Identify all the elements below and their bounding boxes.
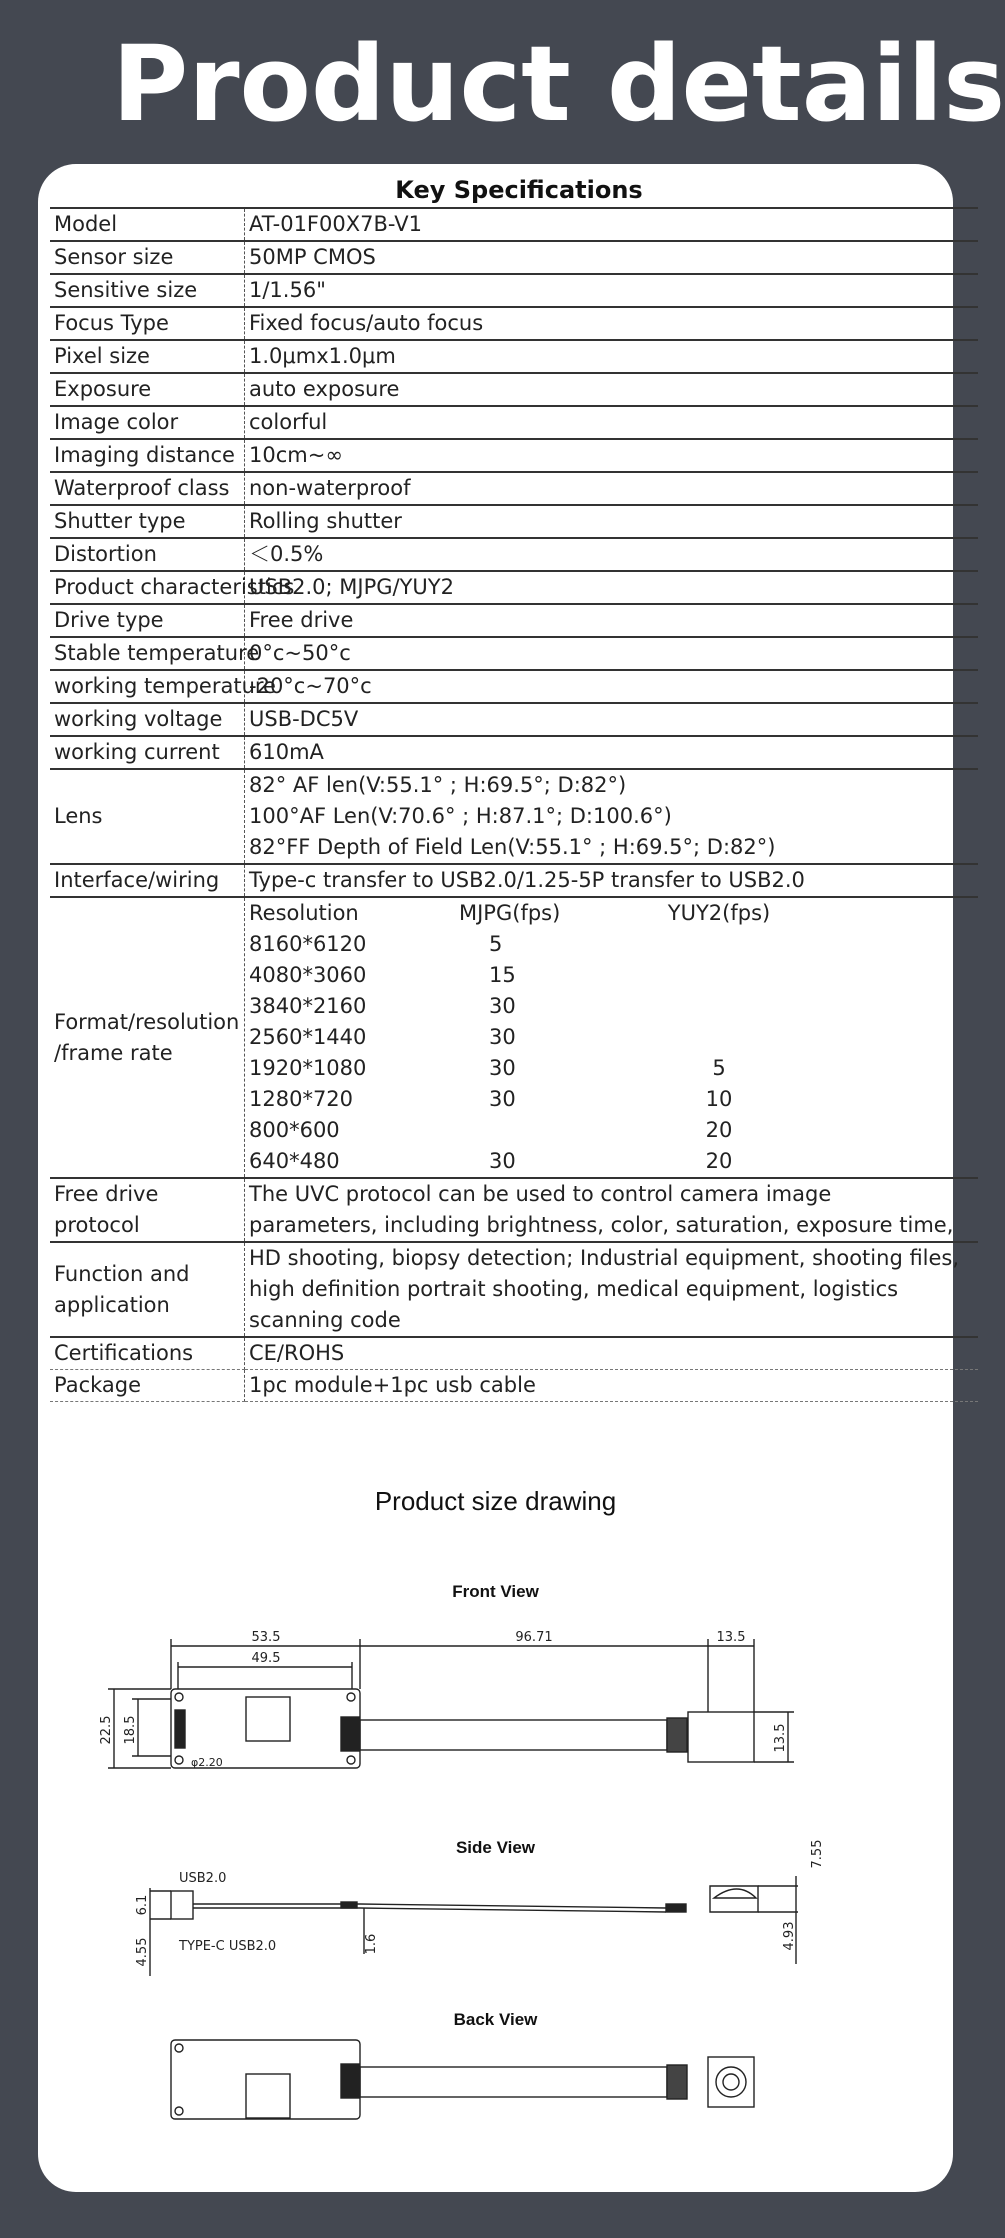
- hole-diameter: φ2.20: [191, 1756, 223, 1769]
- format-yuy2: 5: [712, 1056, 726, 1080]
- spec-key-text: Sensor size: [54, 245, 174, 269]
- format-resolution: 2560*1440: [249, 1025, 367, 1049]
- usb20-label: USB2.0: [179, 1871, 227, 1886]
- format-yuy2: 10: [705, 1087, 733, 1111]
- spec-key-text: working current: [54, 740, 220, 764]
- spec-key-text: Model: [54, 212, 118, 236]
- format-resolution: 4080*3060: [249, 963, 367, 987]
- dim-13-5-top: 13.5: [716, 1630, 746, 1645]
- format-resolution: 640*480: [249, 1149, 340, 1173]
- function-line: high definition portrait shooting, medical equipment, logistics: [249, 1277, 899, 1301]
- free-drive-line: parameters, including brightness, color, saturation, exposure time,: [249, 1213, 954, 1237]
- spec-key-text: Waterproof class: [54, 476, 230, 500]
- spec-value-text: -20°c~70°c: [249, 674, 372, 698]
- dim-1-6: 1.6: [364, 1933, 379, 1955]
- spec-value-text: Fixed focus/auto focus: [249, 311, 484, 335]
- spec-value-text: ＜0.5%: [249, 542, 324, 566]
- spec-key-text: working temperature: [54, 674, 276, 698]
- spec-value-text: auto exposure: [249, 377, 400, 401]
- spec-key-text: Format/resolution: [54, 1009, 240, 1034]
- spec-key-text: Pixel size: [54, 344, 150, 368]
- spec-value-text: 0°c~50°c: [249, 641, 351, 665]
- format-mjpg: 15: [489, 963, 516, 987]
- spec-key-text: Drive type: [54, 608, 164, 632]
- spec-key-text: /frame rate: [54, 1040, 173, 1065]
- spec-key-text: Image color: [54, 410, 179, 434]
- dim-7-55: 7.55: [810, 1839, 825, 1869]
- format-mjpg: 30: [489, 1025, 516, 1049]
- dim-13-5-side: 13.5: [773, 1723, 788, 1753]
- spec-key-text: Function and: [54, 1261, 190, 1286]
- lens-line: 100°AF Len(V:70.6° ; H:87.1°; D:100.6°): [249, 804, 672, 828]
- spec-key-text: Imaging distance: [54, 443, 235, 467]
- spec-key-text: Interface/wiring: [54, 868, 220, 892]
- back-view-title: Back View: [453, 2010, 538, 2029]
- front-view-drawing: [108, 1639, 794, 1768]
- dim-53-5: 53.5: [251, 1630, 281, 1645]
- spec-key-text: application: [54, 1292, 170, 1317]
- lens-line: 82°FF Depth of Field Len(V:55.1° ; H:69.5°; D:82°): [249, 835, 776, 859]
- spec-value-text: AT-01F00X7B-V1: [249, 212, 422, 236]
- spec-key-text: Distortion: [54, 542, 157, 566]
- spec-key-text: working voltage: [54, 707, 223, 731]
- dim-6-1: 6.1: [135, 1894, 150, 1916]
- back-view-drawing: [171, 2040, 754, 2119]
- lens-line: 82° AF len(V:55.1° ; H:69.5°; D:82°): [249, 773, 627, 797]
- dim-49-5: 49.5: [251, 1651, 281, 1666]
- spec-value-text: 1pc module+1pc usb cable: [249, 1373, 536, 1397]
- spec-value-text: CE/ROHS: [249, 1341, 345, 1365]
- spec-value-text: Free drive: [249, 608, 354, 632]
- format-header: MJPG(fps): [459, 901, 561, 925]
- format-yuy2: 20: [705, 1118, 733, 1142]
- spec-key-text: Certifications: [54, 1341, 194, 1365]
- spec-value-text: Type-c transfer to USB2.0/1.25-5P transfer to USB2.0: [249, 868, 805, 892]
- spec-value-text: 1/1.56": [249, 278, 326, 302]
- drawing-title: Product size drawing: [374, 1486, 617, 1516]
- dim-4-55: 4.55: [135, 1937, 150, 1967]
- spec-table-title: Key Specifications: [395, 176, 643, 204]
- dim-22-5: 22.5: [99, 1715, 114, 1745]
- side-view-drawing: [150, 1876, 798, 1976]
- spec-key-text: Exposure: [54, 377, 152, 401]
- spec-value-text: USB-DC5V: [249, 707, 359, 731]
- page-title: Product details: [112, 23, 1005, 145]
- format-mjpg: 30: [489, 1087, 516, 1111]
- spec-value-text: 610mA: [249, 740, 324, 764]
- spec-key-text: Sensitive size: [54, 278, 198, 302]
- spec-key-text: protocol: [54, 1213, 140, 1237]
- side-view-title: Side View: [455, 1838, 536, 1857]
- spec-key-text: Package: [54, 1373, 142, 1397]
- format-header: Resolution: [249, 901, 359, 925]
- product-size-drawing: [38, 164, 953, 2192]
- typec-label: TYPE-C USB2.0: [179, 1939, 277, 1954]
- spec-value-text: 50MP CMOS: [249, 245, 376, 269]
- front-view-title: Front View: [452, 1582, 539, 1601]
- format-resolution: 3840*2160: [249, 994, 367, 1018]
- spec-key-text: Lens: [54, 804, 103, 828]
- spec-key-text: Free drive: [54, 1182, 159, 1206]
- format-mjpg: 30: [489, 1149, 516, 1173]
- spec-key-text: Product characteristics: [54, 575, 295, 599]
- spec-key-text: Focus Type: [54, 311, 169, 335]
- format-mjpg: 30: [489, 1056, 516, 1080]
- dim-4-93: 4.93: [782, 1921, 797, 1951]
- format-resolution: 1920*1080: [249, 1056, 367, 1080]
- spec-key-text: Stable temperature: [54, 641, 260, 665]
- spec-value-text: 10cm~∞: [249, 443, 343, 467]
- format-mjpg: 30: [489, 994, 516, 1018]
- format-mjpg: 5: [489, 932, 503, 956]
- spec-card: [38, 164, 960, 2192]
- spec-value-text: colorful: [249, 410, 328, 434]
- dim-18-5: 18.5: [123, 1715, 138, 1745]
- free-drive-line: The UVC protocol can be used to control camera image: [249, 1182, 832, 1206]
- format-yuy2: 20: [705, 1149, 733, 1173]
- spec-key-text: Shutter type: [54, 509, 186, 533]
- format-resolution: 8160*6120: [249, 932, 367, 956]
- function-line: scanning code: [249, 1308, 401, 1332]
- format-resolution: 1280*720: [249, 1087, 354, 1111]
- format-header: YUY2(fps): [667, 901, 771, 925]
- dim-96-71: 96.71: [515, 1630, 553, 1645]
- spec-value-text: Rolling shutter: [249, 509, 402, 533]
- spec-value-text: non-waterproof: [249, 476, 411, 500]
- format-resolution: 800*600: [249, 1118, 340, 1142]
- spec-value-text: USB2.0; MJPG/YUY2: [249, 575, 454, 599]
- function-line: HD shooting, biopsy detection; Industrial equipment, shooting files,: [249, 1246, 960, 1270]
- spec-value-text: 1.0μmx1.0μm: [249, 344, 396, 368]
